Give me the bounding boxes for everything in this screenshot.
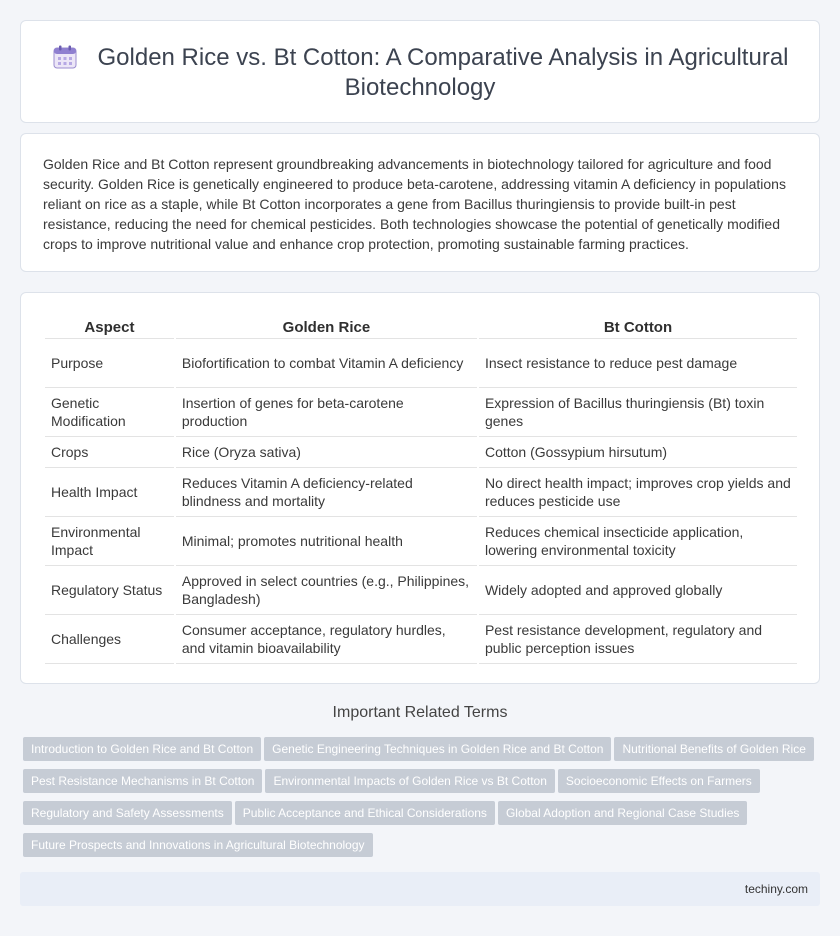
golden-rice-cell: Reduces Vitamin A deficiency-related blindness and mortality [176,468,477,517]
bt-cotton-cell: Cotton (Gossypium hirsutum) [479,437,797,468]
footer-site-link[interactable]: techiny.com [744,882,808,896]
table-header-row [45,313,797,339]
related-term-tag[interactable]: Future Prospects and Innovations in Agricultural Biotechnology [23,833,373,857]
aspect-cell: Regulatory Status [45,566,174,615]
header-aspect: Aspect [45,313,174,339]
related-term-tag[interactable]: Environmental Impacts of Golden Rice vs Bt Cotton [265,769,554,793]
related-term-tag[interactable]: Regulatory and Safety Assessments [23,801,232,825]
related-terms-title: Important Related Terms [332,704,508,721]
calendar-icon [52,44,78,70]
header-golden-rice: Golden Rice [176,313,477,339]
bt-cotton-cell: Expression of Bacillus thuringiensis (Bt) toxin genes [479,388,797,437]
aspect-cell: Environmental Impact [45,517,174,566]
bt-cotton-cell: Insect resistance to reduce pest damage [479,339,797,388]
table-row [45,615,797,664]
header-card [20,20,820,123]
comparison-table [43,313,799,664]
aspect-cell: Challenges [45,615,174,664]
table-row [45,388,797,437]
golden-rice-cell: Insertion of genes for beta-carotene production [176,388,477,437]
table-row [45,517,797,566]
table-row [45,468,797,517]
page-title [21,43,819,103]
table-row [45,437,797,468]
intro-card [20,133,820,272]
bt-cotton-cell: Widely adopted and approved globally [479,566,797,615]
header [21,43,819,103]
footer [20,872,820,906]
aspect-cell: Health Impact [45,468,174,517]
golden-rice-cell: Approved in select countries (e.g., Philippines, Bangladesh) [176,566,477,615]
related-term-tag[interactable]: Public Acceptance and Ethical Considerations [235,801,495,825]
comparison-card [20,292,820,684]
aspect-cell: Purpose [45,339,174,388]
related-term-tag[interactable]: Global Adoption and Regional Case Studies [498,801,748,825]
golden-rice-cell: Rice (Oryza sativa) [176,437,477,468]
header-bt-cotton: Bt Cotton [479,313,797,339]
aspect-cell: Genetic Modification [45,388,174,437]
golden-rice-cell: Biofortification to combat Vitamin A deficiency [176,339,477,388]
golden-rice-cell: Minimal; promotes nutritional health [176,517,477,566]
aspect-cell: Crops [45,437,174,468]
golden-rice-cell: Consumer acceptance, regulatory hurdles, and vitamin bioavailability [176,615,477,664]
related-term-tag[interactable]: Genetic Engineering Techniques in Golden Rice and Bt Cotton [264,737,611,761]
related-terms-list [23,737,823,865]
intro-paragraph: Golden Rice and Bt Cotton represent groundbreaking advancements in biotechnology tailored for agriculture and food security. Golden Rice is genetically engineered to produce beta-carotene, addressing vitamin A deficiency in populations reliant on rice as a staple, while Bt Cotton incorporates a gene from Bacillus thuringiensis to provide built-in pest resistance, reducing the need for chemical pesticides. Both technologies showcase the potential of genetically modified crops to improve nutritional value and enhance crop protection, promoting sustainable farming practices. [43,156,786,252]
table-row [45,339,797,388]
bt-cotton-cell: Reduces chemical insecticide application, lowering environmental toxicity [479,517,797,566]
page-title-text: Golden Rice vs. Bt Cotton: A Comparative Analysis in Agricultural Biotechnology [97,44,789,101]
related-term-tag[interactable]: Nutritional Benefits of Golden Rice [614,737,813,761]
related-term-tag[interactable]: Introduction to Golden Rice and Bt Cotton [23,737,261,761]
related-term-tag[interactable]: Pest Resistance Mechanisms in Bt Cotton [23,769,262,793]
bt-cotton-cell: No direct health impact; improves crop yields and reduces pesticide use [479,468,797,517]
related-term-tag[interactable]: Socioeconomic Effects on Farmers [558,769,760,793]
table-row [45,566,797,615]
bt-cotton-cell: Pest resistance development, regulatory and public perception issues [479,615,797,664]
